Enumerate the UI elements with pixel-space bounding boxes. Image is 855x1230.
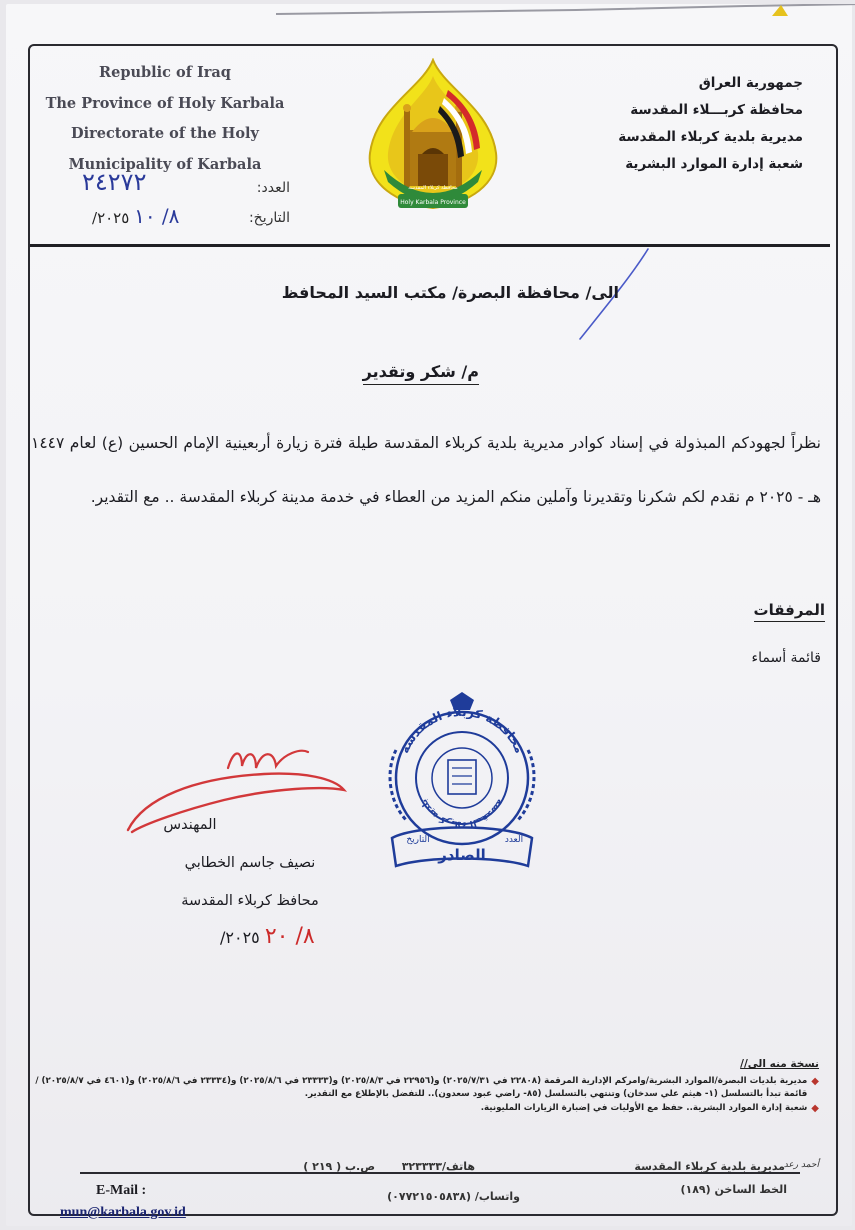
date-label: التاريخ: bbox=[248, 210, 290, 226]
header-english bbox=[40, 58, 290, 180]
copies-signer: أحمد رعد bbox=[783, 1160, 819, 1170]
footer-phone: هاتف/٣٢٣٣٣٣ bbox=[401, 1160, 475, 1173]
date-year: ٢٠٢٥/ bbox=[92, 209, 130, 227]
logo-caption: Holy Karbala Province bbox=[400, 199, 466, 206]
stamp-number-label: العدد bbox=[504, 835, 524, 845]
stamp-outgoing-label: الصادر bbox=[438, 846, 486, 864]
footer-email-label: E-Mail : bbox=[96, 1183, 147, 1198]
reference-number-row bbox=[78, 170, 290, 200]
date-row bbox=[78, 204, 290, 232]
copy-item bbox=[29, 1102, 819, 1116]
header-en-line: The Province of Holy Karbala bbox=[45, 94, 285, 112]
date-handwritten: ٨/ ١٠ bbox=[134, 204, 180, 228]
signature-date-year: ٢٠٢٥/ bbox=[220, 928, 260, 947]
header-divider bbox=[30, 244, 830, 247]
footer-pobox: ص.ب ( ٢١٩ ) bbox=[303, 1160, 375, 1173]
reference-number-label: العدد: bbox=[256, 180, 290, 196]
signatory-position: محافظ كربلاء المقدسة bbox=[181, 893, 319, 909]
stamp-date-label: التاريخ bbox=[406, 835, 430, 845]
bullet-icon: ◆ bbox=[811, 1102, 819, 1114]
svg-text:بلدية كربلاء المقدسة bbox=[419, 797, 505, 829]
footer-email-link[interactable]: mun@karbala.gov.id bbox=[60, 1205, 186, 1220]
header-ar-line: جمهورية العراق bbox=[698, 75, 803, 91]
signature-block bbox=[150, 806, 350, 920]
signatory-name: نصيف جاسم الخطابي bbox=[184, 855, 316, 871]
official-stamp bbox=[378, 690, 546, 875]
letter-body: نظراً لجهودكم المبذولة في إسناد كوادر مديرية بلدية كربلاء المقدسة طيلة فترة زيارة أربعينية الإمام الحسين (ع) لعام ١٤٤٧ هـ - ٢٠٢٥ م نقدم لكم شكرنا وتقديرنا وآملين منكم المزيد من العطاء في خدمة مدينة كربلاء المقدسة .. مع التقدير. bbox=[31, 434, 821, 506]
footer-whatsapp: واتساب/ (٠٧٧٢١٥٠٥٨٣٨) bbox=[387, 1190, 520, 1203]
copy-item bbox=[29, 1075, 819, 1102]
copies-section bbox=[29, 1058, 819, 1115]
reference-number-value: ٢٤٢٧٢ bbox=[82, 168, 147, 196]
stamp-ring-text: محافظة كربلاء المقدسة bbox=[397, 704, 527, 756]
recipient-line: الى/ محافظة البصرة/ مكتب السيد المحافظ bbox=[281, 283, 619, 302]
copy-item-text: شعبة إدارة الموارد البشرية.. حفظ مع الأوليات في إضبارة الزيارات المليونية. bbox=[480, 1102, 808, 1113]
header-en-line: Directorate of the Holy bbox=[71, 125, 259, 142]
signatory-title: المهندس bbox=[163, 817, 217, 833]
attachment-item: قائمة أسماء bbox=[751, 650, 821, 666]
karbala-province-logo bbox=[362, 58, 504, 218]
copies-title: نسخة منه الى// bbox=[740, 1058, 819, 1070]
header-ar-line: مديرية بلدية كربلاء المقدسة bbox=[618, 129, 803, 145]
page-fold-edge bbox=[276, 4, 855, 18]
signature-date bbox=[220, 924, 315, 949]
header-arabic bbox=[553, 70, 803, 178]
header-en-line: Republic of Iraq bbox=[99, 64, 231, 81]
header-ar-line: محافظة كربـــلاء المقدسة bbox=[630, 102, 803, 118]
footer-hotline: الخط الساخن (١٨٩) bbox=[680, 1183, 787, 1196]
bullet-icon: ◆ bbox=[811, 1075, 819, 1087]
header-ar-line: شعبة إدارة الموارد البشرية bbox=[625, 156, 803, 172]
attachments-title: المرفقات bbox=[754, 601, 825, 622]
date-value bbox=[92, 204, 179, 228]
subject-line: م/ شكر وتقدير bbox=[363, 362, 479, 385]
stamp-inner-text: بلدية كربلاء المقدسة bbox=[419, 797, 505, 830]
copy-item-text: مديرية بلديات البصرة/الموارد البشرية/وامركم الإدارية المرقمة (٢٢٨٠٨ في ٢٠٢٥/٧/٣١) و(٢٢٩٥٦ في ٢٠٢٥/٨/٣) و(٢٣٣٣٣ في ٢٠٢٥/٨/٦) و(٢٣٣٣٤ في ٢٠٢٥/٨/٦) و(٤٦٠١ في ٢٠٢٥/٨/٧) /قائمة تبدأ بالتسلسل (١- هيثم علي سدخان) وتنتهي بالتسلسل (٨٥- راضي عبود سعدون).. للتفضل بالإطلاع مع التقدير. bbox=[35, 1075, 808, 1099]
signature-date-handwritten: ٨/ ٢٠ bbox=[264, 924, 315, 949]
footer-address: مديرية بلدية كربلاء المقدسة bbox=[634, 1160, 785, 1173]
logo-caption-ar: محافظة كربلاء المقدسة bbox=[408, 185, 458, 191]
header-en-line: Municipality of Karbala bbox=[68, 155, 262, 173]
